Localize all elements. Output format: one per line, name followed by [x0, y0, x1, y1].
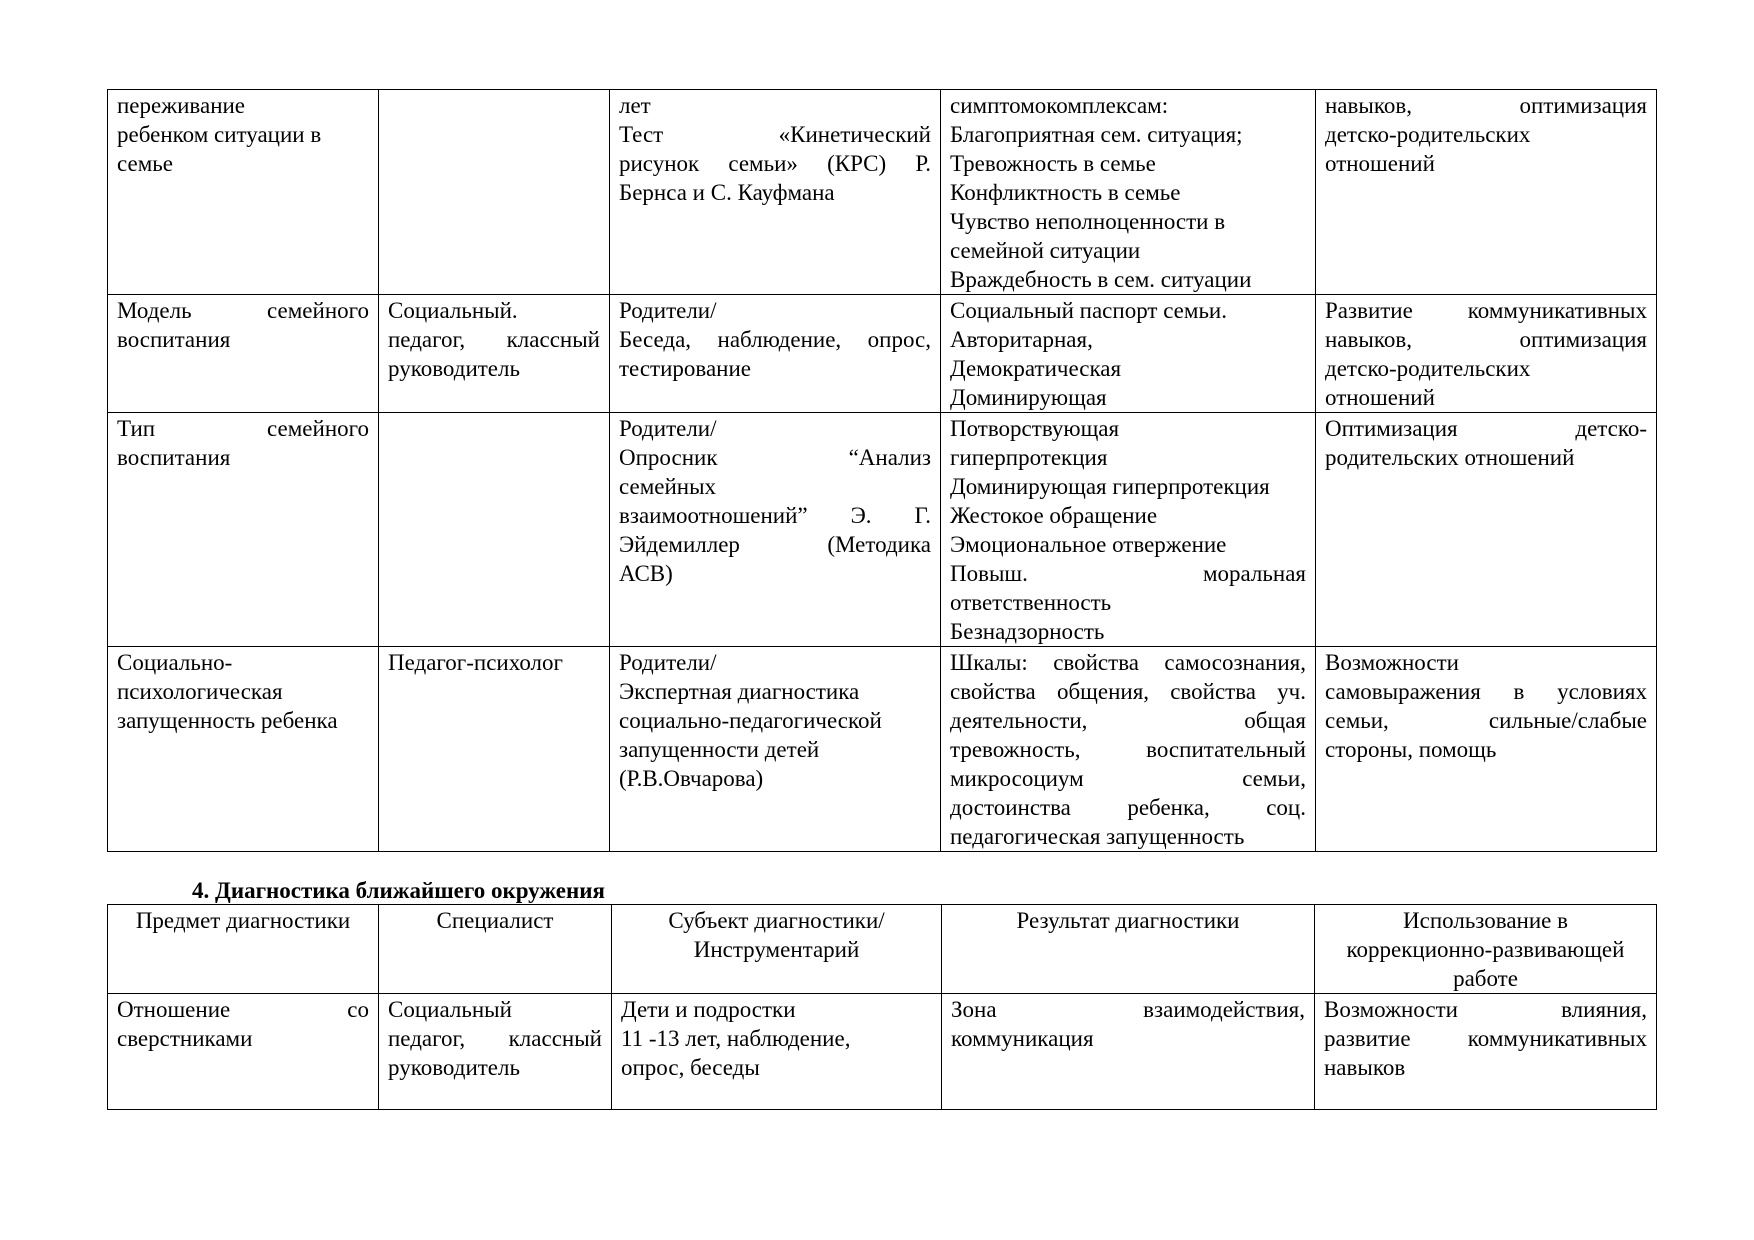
cell-text-line: воспитания [117, 445, 231, 470]
cell-specialist [379, 90, 610, 295]
cell-text-line: Экспертная диагностика [619, 679, 860, 704]
header-text-line: Предмет диагностики [135, 908, 351, 933]
cell-text-line: Тип семейного [117, 416, 369, 441]
header-result [942, 905, 1315, 994]
cell-text-line: семейных [619, 474, 717, 499]
cell-text-line: навыков, оптимизация [1325, 327, 1647, 352]
cell-text-line: Доминирующая [950, 385, 1107, 410]
cell-subject [108, 994, 379, 1110]
cell-text-line: Опросник “Анализ [619, 445, 931, 470]
cell-text-line: Безнадзорность [950, 619, 1105, 644]
cell-tools [610, 413, 941, 647]
cell-text-line: Доминирующая гиперпротекция [950, 474, 1270, 499]
cell-text-line: самовыражения в условиях [1325, 679, 1647, 704]
cell-text-line: Демократическая [950, 356, 1122, 381]
cell-usage [1316, 90, 1657, 295]
cell-text-line: коммуникация [951, 1026, 1094, 1051]
cell-text-line: развитие коммуникативных [1324, 1026, 1647, 1051]
cell-text-line: Социальный. [388, 298, 518, 323]
cell-subject [108, 90, 379, 295]
cell-text-line: симптомокомплексам: [950, 93, 1169, 118]
cell-text-line: запущенность ребенка [117, 708, 338, 733]
cell-text-line: Повыш. моральная [950, 561, 1306, 586]
cell-text-line: тревожность, воспитательный [950, 737, 1306, 762]
cell-text-line: Потворствующая [950, 416, 1120, 441]
cell-text-line: запущенности детей [619, 737, 820, 762]
header-text-line: коррекционно-развивающей [1346, 937, 1625, 962]
cell-text-line: руководитель [388, 1055, 520, 1080]
cell-subject [108, 413, 379, 647]
cell-tools [610, 90, 941, 295]
cell-text-line: Благоприятная сем. ситуация; [950, 122, 1243, 147]
cell-text-line: рисунок семьи» (КРС) Р. [619, 151, 931, 176]
cell-text-line: социально-педагогической [619, 708, 882, 733]
header-text-line: Субъект диагностики/ [668, 908, 885, 933]
cell-text-line: переживание [117, 93, 246, 118]
table-row [108, 647, 1657, 852]
cell-text-line: Эмоциональное отвержение [950, 532, 1227, 557]
cell-text-line: Социальный паспорт семьи. [950, 298, 1227, 323]
cell-subject [108, 647, 379, 852]
cell-text-line: сверстниками [117, 1026, 253, 1051]
cell-text-line: отношений [1325, 385, 1435, 410]
cell-text-line: навыков, оптимизация [1325, 93, 1647, 118]
cell-text-line: Чувство неполноценности в [950, 209, 1226, 234]
cell-usage [1316, 295, 1657, 413]
header-tools [612, 905, 942, 994]
cell-text-line: Тест «Кинетический [619, 122, 931, 147]
cell-text-line: Дети и подростки [621, 997, 796, 1022]
environment-diagnostics-table [107, 904, 1657, 1110]
cell-result [941, 413, 1316, 647]
cell-text-line: тестирование [619, 356, 751, 381]
cell-tools [612, 994, 942, 1110]
cell-text-line: Авторитарная, [950, 327, 1093, 352]
cell-text-line: педагог, классный [388, 1026, 602, 1051]
cell-text-line: педагог, классный [388, 327, 600, 352]
cell-text-line: Тревожность в семье [950, 151, 1156, 176]
header-specialist [379, 905, 612, 994]
cell-text-line: гиперпротекция [950, 445, 1108, 470]
header-text-line: Использование в [1403, 908, 1568, 933]
cell-text-line: опрос, беседы [621, 1055, 760, 1080]
cell-result [942, 994, 1315, 1110]
cell-text-line: Социальный [388, 997, 512, 1022]
cell-text-line: детско-родительских [1325, 356, 1531, 381]
cell-text-line: АСВ) [619, 561, 673, 586]
cell-usage [1315, 994, 1657, 1110]
table-header-row [108, 905, 1657, 994]
cell-text-line: психологическая [117, 679, 283, 704]
cell-text-line: Возможности влияния, [1324, 997, 1647, 1022]
cell-text-line: Конфликтность в семье [950, 180, 1181, 205]
cell-text-line: ответственность [950, 590, 1112, 615]
cell-result [941, 295, 1316, 413]
cell-subject [108, 295, 379, 413]
cell-tools [610, 295, 941, 413]
cell-text-line: достоинства ребенка, соц. [950, 795, 1306, 820]
cell-text-line: Родители/ [619, 650, 717, 675]
header-text-line: Специалист [436, 908, 554, 933]
table-row [108, 413, 1657, 647]
cell-text-line: Развитие коммуникативных [1325, 298, 1647, 323]
cell-text-line: свойства общения, свойства уч. [950, 679, 1306, 704]
cell-text-line: отношений [1325, 151, 1435, 176]
cell-result [941, 647, 1316, 852]
cell-text-line: Шкалы: свойства самосознания, [950, 650, 1306, 675]
cell-text-line: семьи, сильные/слабые [1325, 708, 1647, 733]
cell-text-line: микросоциум семьи, [950, 766, 1306, 791]
cell-text-line: навыков [1324, 1055, 1406, 1080]
cell-text-line: педагогическая запущенность [950, 824, 1245, 849]
cell-text-line: руководитель [388, 356, 520, 381]
cell-text-line: стороны, помощь [1325, 737, 1497, 762]
cell-text-line: Эйдемиллер (Методика [619, 532, 931, 557]
cell-text-line: Родители/ [619, 416, 717, 441]
cell-text-line: Зона взаимодействия, [951, 997, 1305, 1022]
table-row [108, 994, 1657, 1110]
cell-specialist [379, 295, 610, 413]
cell-text-line: семейной ситуации [950, 238, 1141, 263]
cell-text-line: Бернса и С. Кауфмана [619, 180, 835, 205]
section-title: 4. Диагностика ближайшего окружения [192, 878, 605, 903]
family-diagnostics-table [107, 89, 1657, 852]
header-subject [108, 905, 379, 994]
cell-text-line: взаимоотношений” Э. Г. [619, 503, 931, 528]
cell-text-line: Модель семейного [117, 298, 369, 323]
cell-text-line: лет [619, 93, 651, 118]
cell-text-line: Родители/ [619, 298, 717, 323]
cell-usage [1316, 413, 1657, 647]
cell-text-line: Возможности [1325, 650, 1459, 675]
cell-text-line: родительских отношений [1325, 445, 1575, 470]
cell-text-line: 11 -13 лет, наблюдение, [621, 1026, 851, 1051]
cell-text-line: Социально- [117, 650, 233, 675]
cell-text-line: Жестокое обращение [950, 503, 1158, 528]
header-usage [1315, 905, 1657, 994]
cell-text-line: Враждебность в сем. ситуации [950, 267, 1252, 292]
header-text-line: Результат диагностики [1016, 908, 1240, 933]
cell-text-line: Оптимизация детско- [1325, 416, 1647, 441]
cell-specialist [379, 413, 610, 647]
table-row [108, 295, 1657, 413]
cell-text-line: (Р.В.Овчарова) [619, 766, 764, 791]
cell-specialist [379, 647, 610, 852]
cell-specialist [379, 994, 612, 1110]
cell-text-line: семье [117, 151, 173, 176]
cell-text-line: ребенком ситуации в [117, 122, 322, 147]
cell-text-line: воспитания [117, 327, 231, 352]
cell-result [941, 90, 1316, 295]
header-text-line: Инструментарий [693, 937, 860, 962]
cell-text-line: Отношение со [117, 997, 369, 1022]
cell-tools [610, 647, 941, 852]
cell-usage [1316, 647, 1657, 852]
cell-text-line: деятельности, общая [950, 708, 1306, 733]
cell-text-line: Педагог-психолог [388, 650, 563, 675]
cell-text-line: Беседа, наблюдение, опрос, [619, 327, 931, 352]
table-row [108, 90, 1657, 295]
cell-text-line: детско-родительских [1325, 122, 1531, 147]
header-text-line: работе [1453, 966, 1518, 991]
